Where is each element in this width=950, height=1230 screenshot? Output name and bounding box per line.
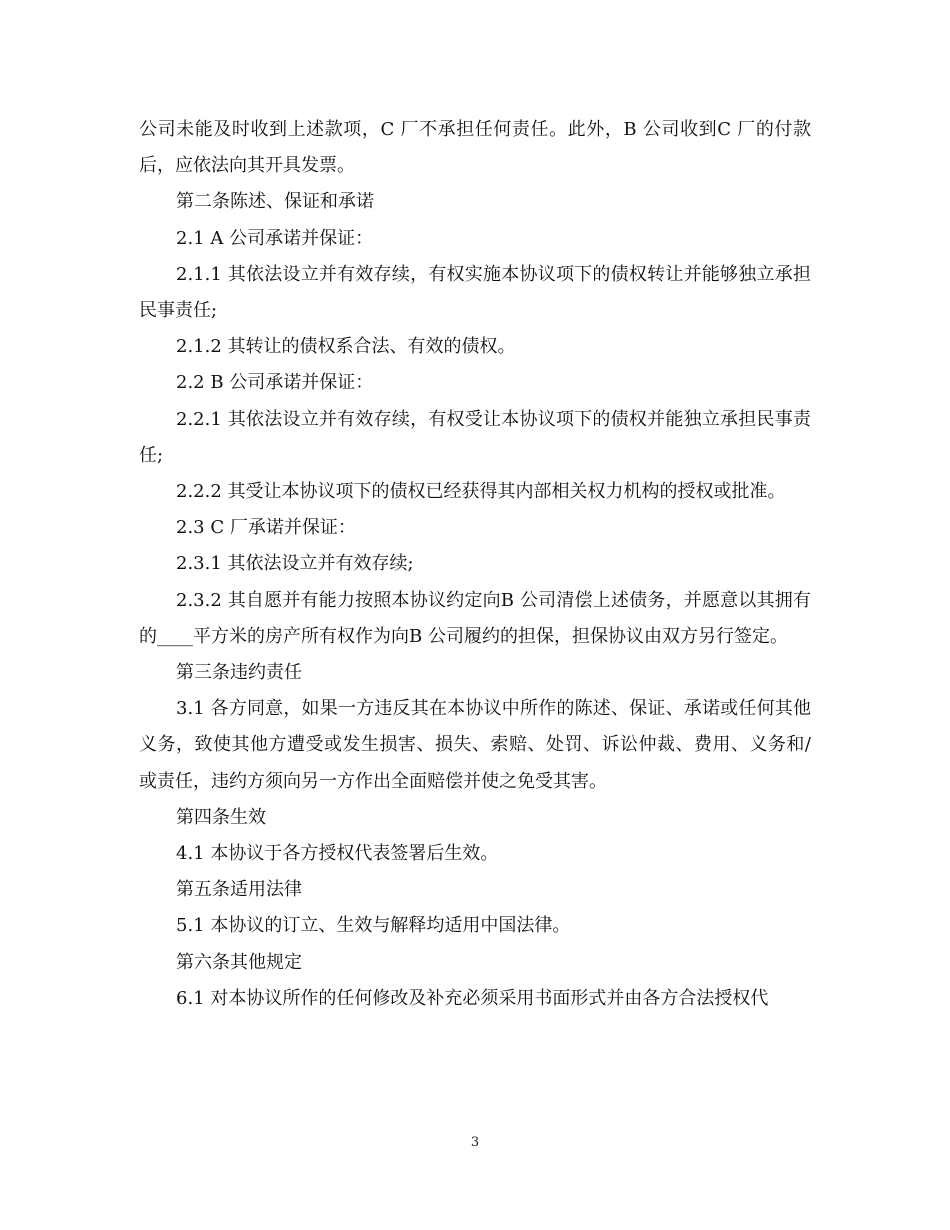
clause-2-1-2: 2.1.2 其转让的债权系合法、有效的债权。 [176, 336, 516, 358]
paragraph-continuation: 公司未能及时收到上述款项，C 厂不承担任何责任。此外，B 公司收到C 厂的付款后，应依法向其开具发票。 [139, 119, 811, 177]
clause-3-1: 3.1 各方同意，如果一方违反其在本协议中所作的陈述、保证、承诺或任何其他义务，致使其他方遭受或发生损害、损失、索赔、处罚、诉讼仲裁、费用、义务和/ 或责任，违约方须向另一方作出全面赔偿并使之免受其害。 [139, 698, 811, 792]
article-5-heading: 第五条适用法律 [176, 879, 302, 901]
clause-4-1: 4.1 本协议于各方授权代表签署后生效。 [176, 843, 499, 865]
clause-2-1-1: 2.1.1 其依法设立并有效存续，有权实施本协议项下的债权转让并能够独立承担民事责任; [139, 263, 811, 322]
clause-2-2: 2.2 B 公司承诺并保证： [176, 372, 374, 394]
article-6-heading: 第六条其他规定 [176, 951, 302, 973]
page-number: 3 [470, 1135, 480, 1150]
clause-2-1: 2.1 A 公司承诺并保证： [176, 227, 374, 249]
clause-5-1: 5.1 本协议的订立、生效与解释均适用中国法律。 [176, 915, 571, 937]
clause-2-2-1: 2.2.1 其依法设立并有效存续，有权受让本协议项下的债权并能独立承担民事责任; [139, 408, 811, 466]
article-4-heading: 第四条生效 [176, 806, 266, 828]
article-3-heading: 第三条违约责任 [176, 662, 302, 684]
clause-2-3: 2.3 C 厂承诺并保证： [176, 517, 356, 539]
article-2-heading: 第二条陈述、保证和承诺 [176, 191, 374, 213]
clause-2-2-2: 2.2.2 其受让本协议项下的债权已经获得其内部相关权力机构的授权或批准。 [176, 481, 786, 503]
clause-2-3-2: 2.3.2 其自愿并有能力按照本协议约定向B 公司清偿上述债务，并愿意以其拥有的____平方米的房产所有权作为向B 公司履约的担保，担保协议由双方另行签定。 [139, 589, 811, 647]
clause-6-1: 6.1 对本协议所作的任何修改及补充必须采用书面形式并由各方合法授权代 [176, 987, 769, 1009]
clause-2-3-1: 2.3.1 其依法设立并有效存续; [176, 553, 414, 575]
document-body [139, 112, 811, 1017]
